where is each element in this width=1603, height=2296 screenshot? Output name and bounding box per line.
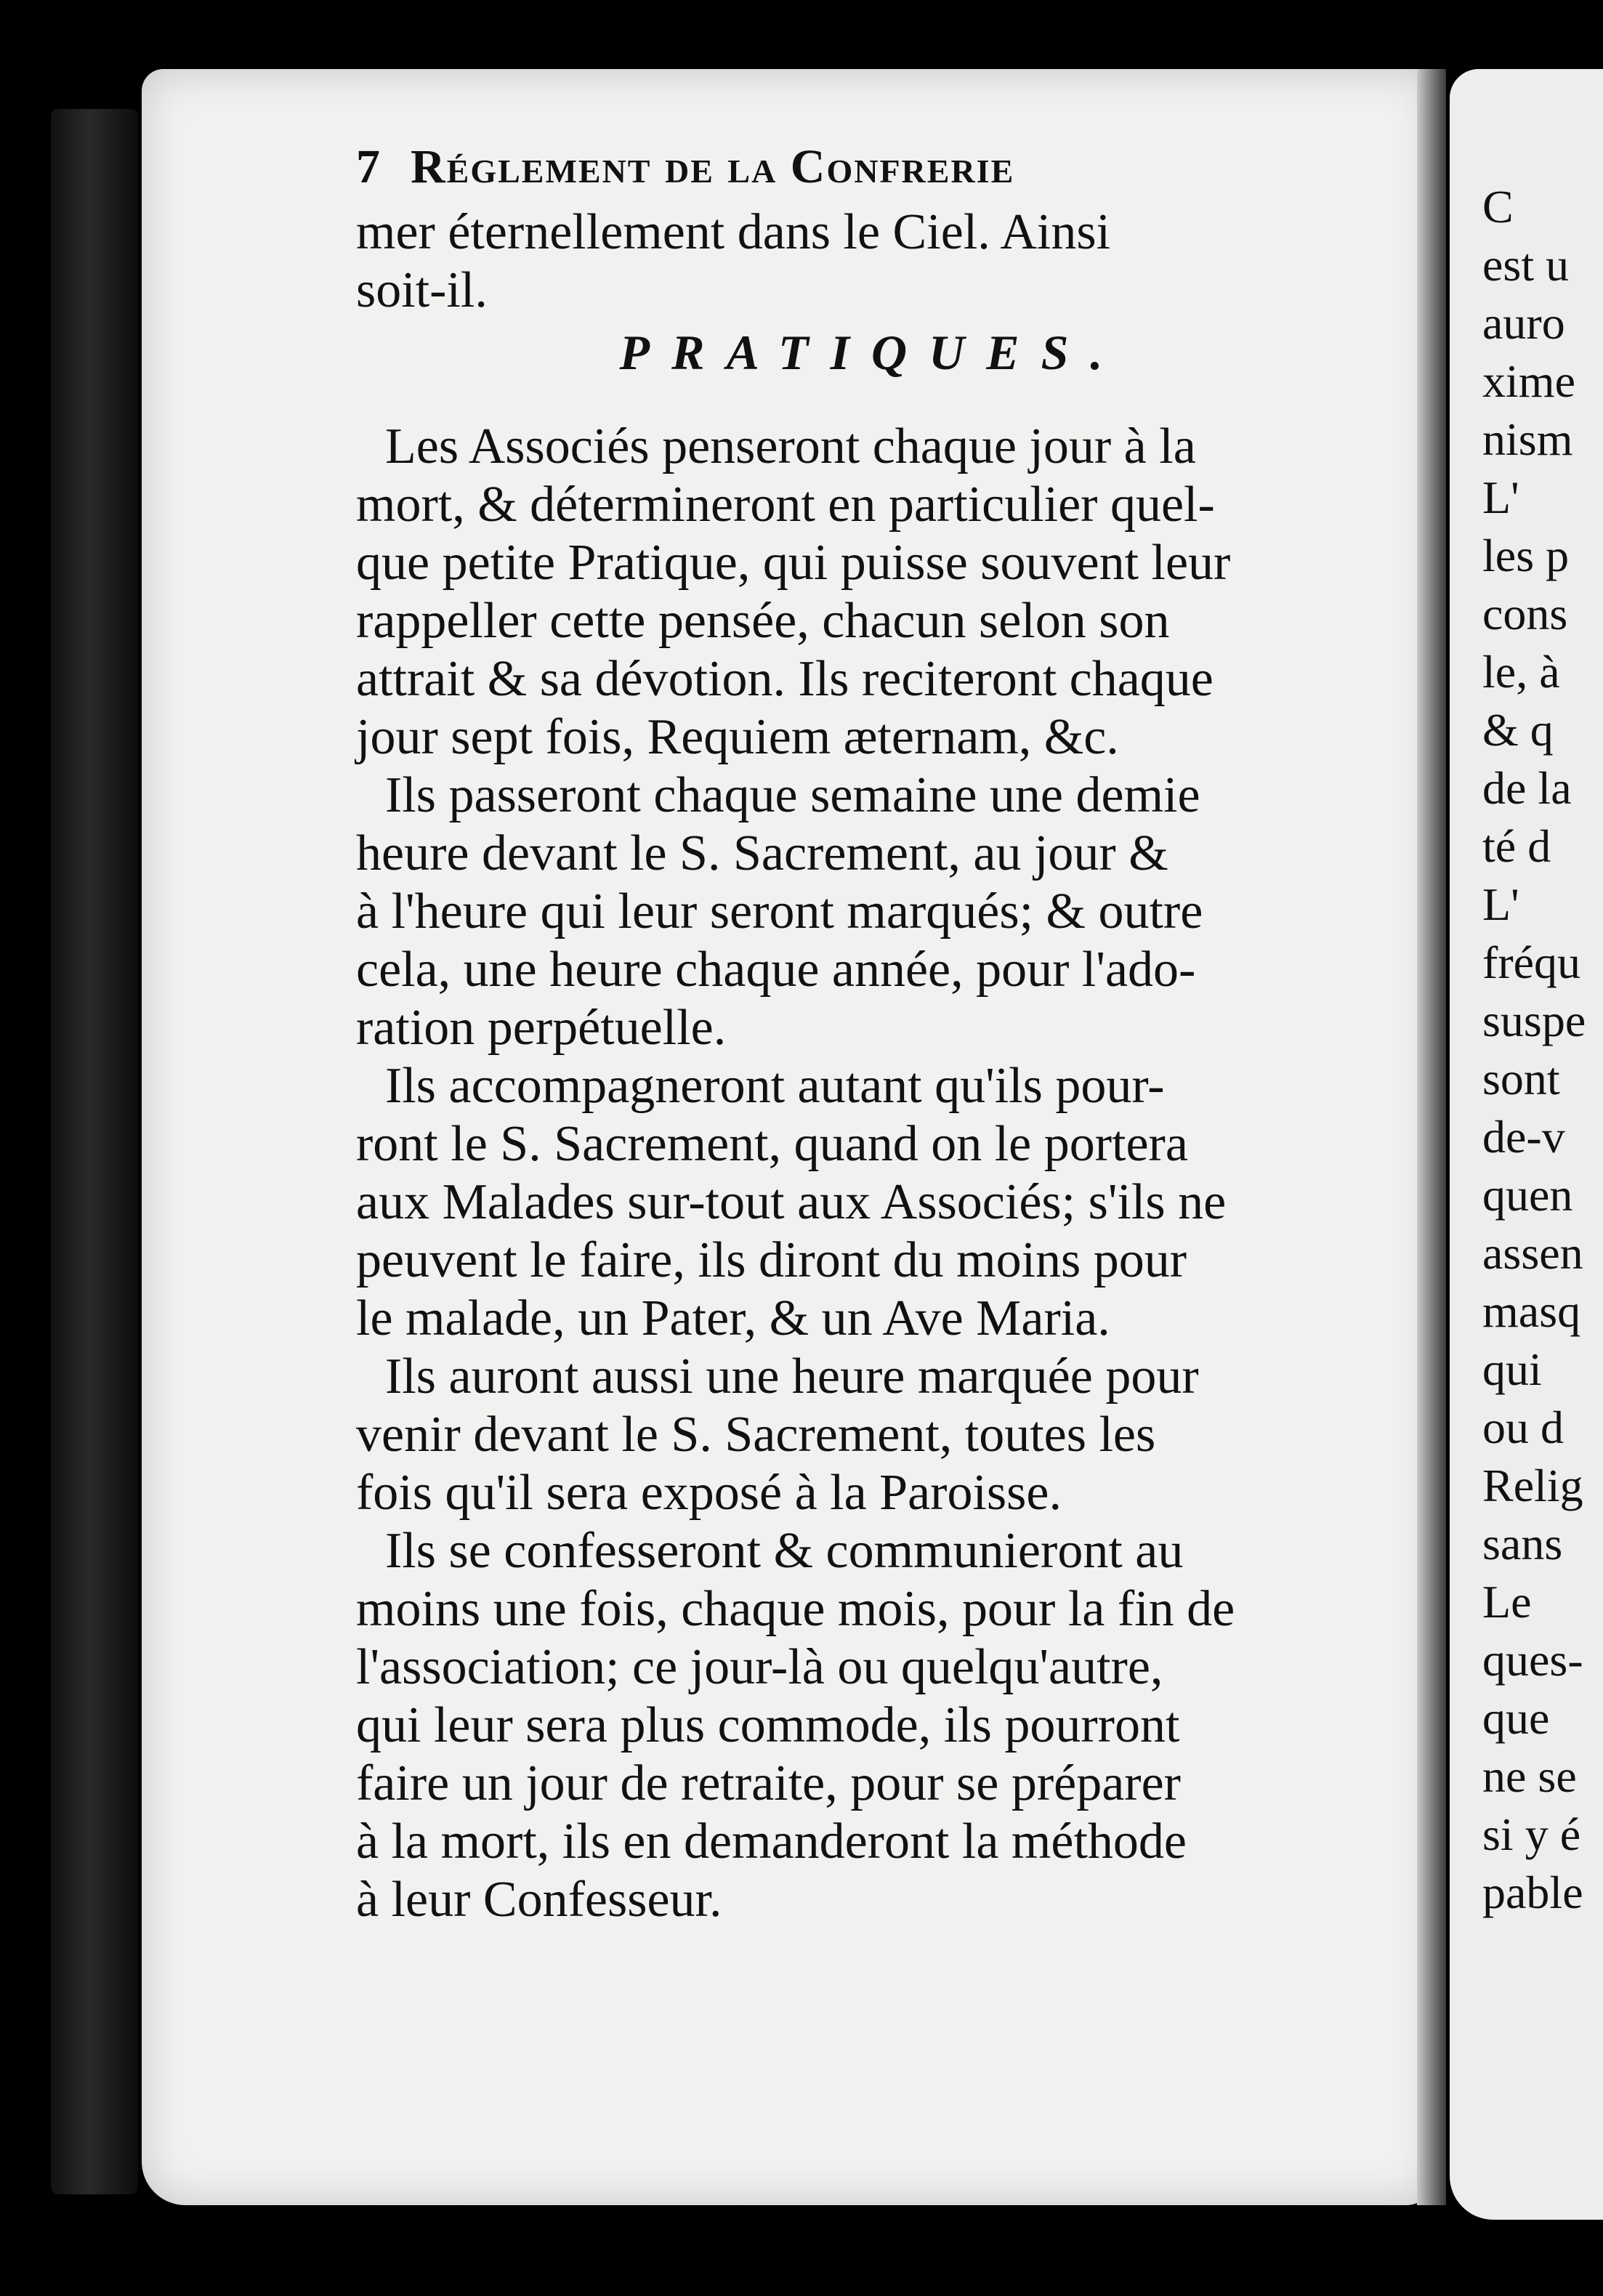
text-line: rappeller cette pensée, chacun selon son: [356, 593, 1170, 649]
fragment-line: ne se: [1482, 1750, 1577, 1802]
fragment-line: est u: [1482, 239, 1570, 291]
fragment-line: C: [1482, 181, 1514, 233]
text-line: l'association; ce jour-là ou quelqu'autre,: [356, 1639, 1163, 1695]
left-page-text: [356, 138, 1388, 1929]
paragraphs: [356, 418, 1388, 1929]
text-line: qui leur sera plus commode, ils pourront: [356, 1697, 1180, 1753]
paragraph: [356, 1522, 1388, 1929]
text-line: Ils accompagneront autant qu'ils pour-: [385, 1058, 1165, 1114]
text-line: Ils passeront chaque semaine une demie: [385, 767, 1200, 823]
text-line: soit-il.: [356, 262, 488, 318]
book-spine: [51, 109, 138, 2194]
fragment-line: de la: [1482, 762, 1572, 814]
fragment-line: xime: [1482, 355, 1575, 407]
right-page-fragments: [1482, 178, 1603, 1922]
text-line: le malade, un Pater, & un Ave Maria.: [356, 1290, 1110, 1346]
fragment-line: & q: [1482, 704, 1554, 756]
text-line: ration perpétuelle.: [356, 1000, 727, 1056]
text-line: peuvent le faire, ils diront du moins pour: [356, 1232, 1187, 1288]
fragment-line: assen: [1482, 1227, 1583, 1279]
text-line: cela, une heure chaque année, pour l'ado-: [356, 942, 1196, 998]
fragment-line: L': [1482, 472, 1519, 523]
fragment-line: le, à: [1482, 646, 1560, 698]
fragment-line: sont: [1482, 1053, 1560, 1104]
fragment-line: fréqu: [1482, 937, 1581, 988]
fragment-line: auro: [1482, 297, 1565, 349]
text-line: venir devant le S. Sacrement, toutes les: [356, 1407, 1156, 1463]
paragraph: [356, 418, 1388, 767]
text-line: Ils auront aussi une heure marquée pour: [385, 1349, 1199, 1404]
text-line: moins une fois, chaque mois, pour la fin de: [356, 1581, 1235, 1637]
text-line: mort, & détermineront en particulier quel-: [356, 477, 1215, 533]
fragment-line: Relig: [1482, 1460, 1583, 1511]
text-line: Les Associés penseront chaque jour à la: [385, 419, 1196, 474]
fragment-line: qui: [1482, 1343, 1542, 1395]
text-line: mer éternellement dans le Ciel. Ainsi: [356, 204, 1111, 260]
text-line: que petite Pratique, qui puisse souvent leur: [356, 535, 1231, 591]
text-line: attrait & sa dévotion. Ils reciteront chaque: [356, 651, 1214, 707]
text-line: faire un jour de retraite, pour se préparer: [356, 1755, 1181, 1811]
fragment-line: té d: [1482, 820, 1551, 872]
fragment-line: ou d: [1482, 1402, 1564, 1453]
text-line: Ils se confesseront & communieront au: [385, 1523, 1184, 1579]
fragment-line: masq: [1482, 1285, 1581, 1337]
fragment-line: les p: [1482, 530, 1570, 581]
running-header: [356, 138, 1388, 196]
section-title: PRATIQUES.: [619, 325, 1125, 380]
fragment-line: quen: [1482, 1169, 1573, 1221]
fragment-line: L': [1482, 878, 1519, 930]
fragment-line: cons: [1482, 588, 1568, 639]
fragment-line: pable: [1482, 1867, 1583, 1918]
fragment-line: que: [1482, 1692, 1550, 1744]
text-line: à leur Confesseur.: [356, 1872, 722, 1928]
fragment-line: sans: [1482, 1518, 1563, 1569]
fragment-line: suspe: [1482, 995, 1586, 1046]
paragraph: [356, 1348, 1388, 1522]
paragraph: [356, 1057, 1388, 1348]
text-line: à l'heure qui leur seront marqués; & outre: [356, 884, 1203, 939]
text-line: ront le S. Sacrement, quand on le portera: [356, 1116, 1188, 1172]
paragraph: [356, 767, 1388, 1057]
page-gutter: [1417, 69, 1446, 2205]
running-header-title: Réglement de la Confrerie: [411, 140, 1015, 193]
text-line: jour sept fois, Requiem æternam, &c.: [356, 709, 1119, 765]
text-line: heure devant le S. Sacrement, au jour &: [356, 825, 1168, 881]
fragment-line: Le: [1482, 1576, 1532, 1628]
text-line: aux Malades sur-tout aux Associés; s'ils ne: [356, 1174, 1227, 1230]
fragment-line: si y é: [1482, 1808, 1581, 1860]
fragment-line: nism: [1482, 413, 1573, 465]
fragment-line: de-v: [1482, 1111, 1565, 1163]
page-number: 7: [356, 140, 381, 193]
fragment-line: ques-: [1482, 1634, 1583, 1686]
text-line: à la mort, ils en demanderont la méthode: [356, 1814, 1187, 1869]
text-line: fois qu'il sera exposé à la Paroisse.: [356, 1465, 1062, 1521]
